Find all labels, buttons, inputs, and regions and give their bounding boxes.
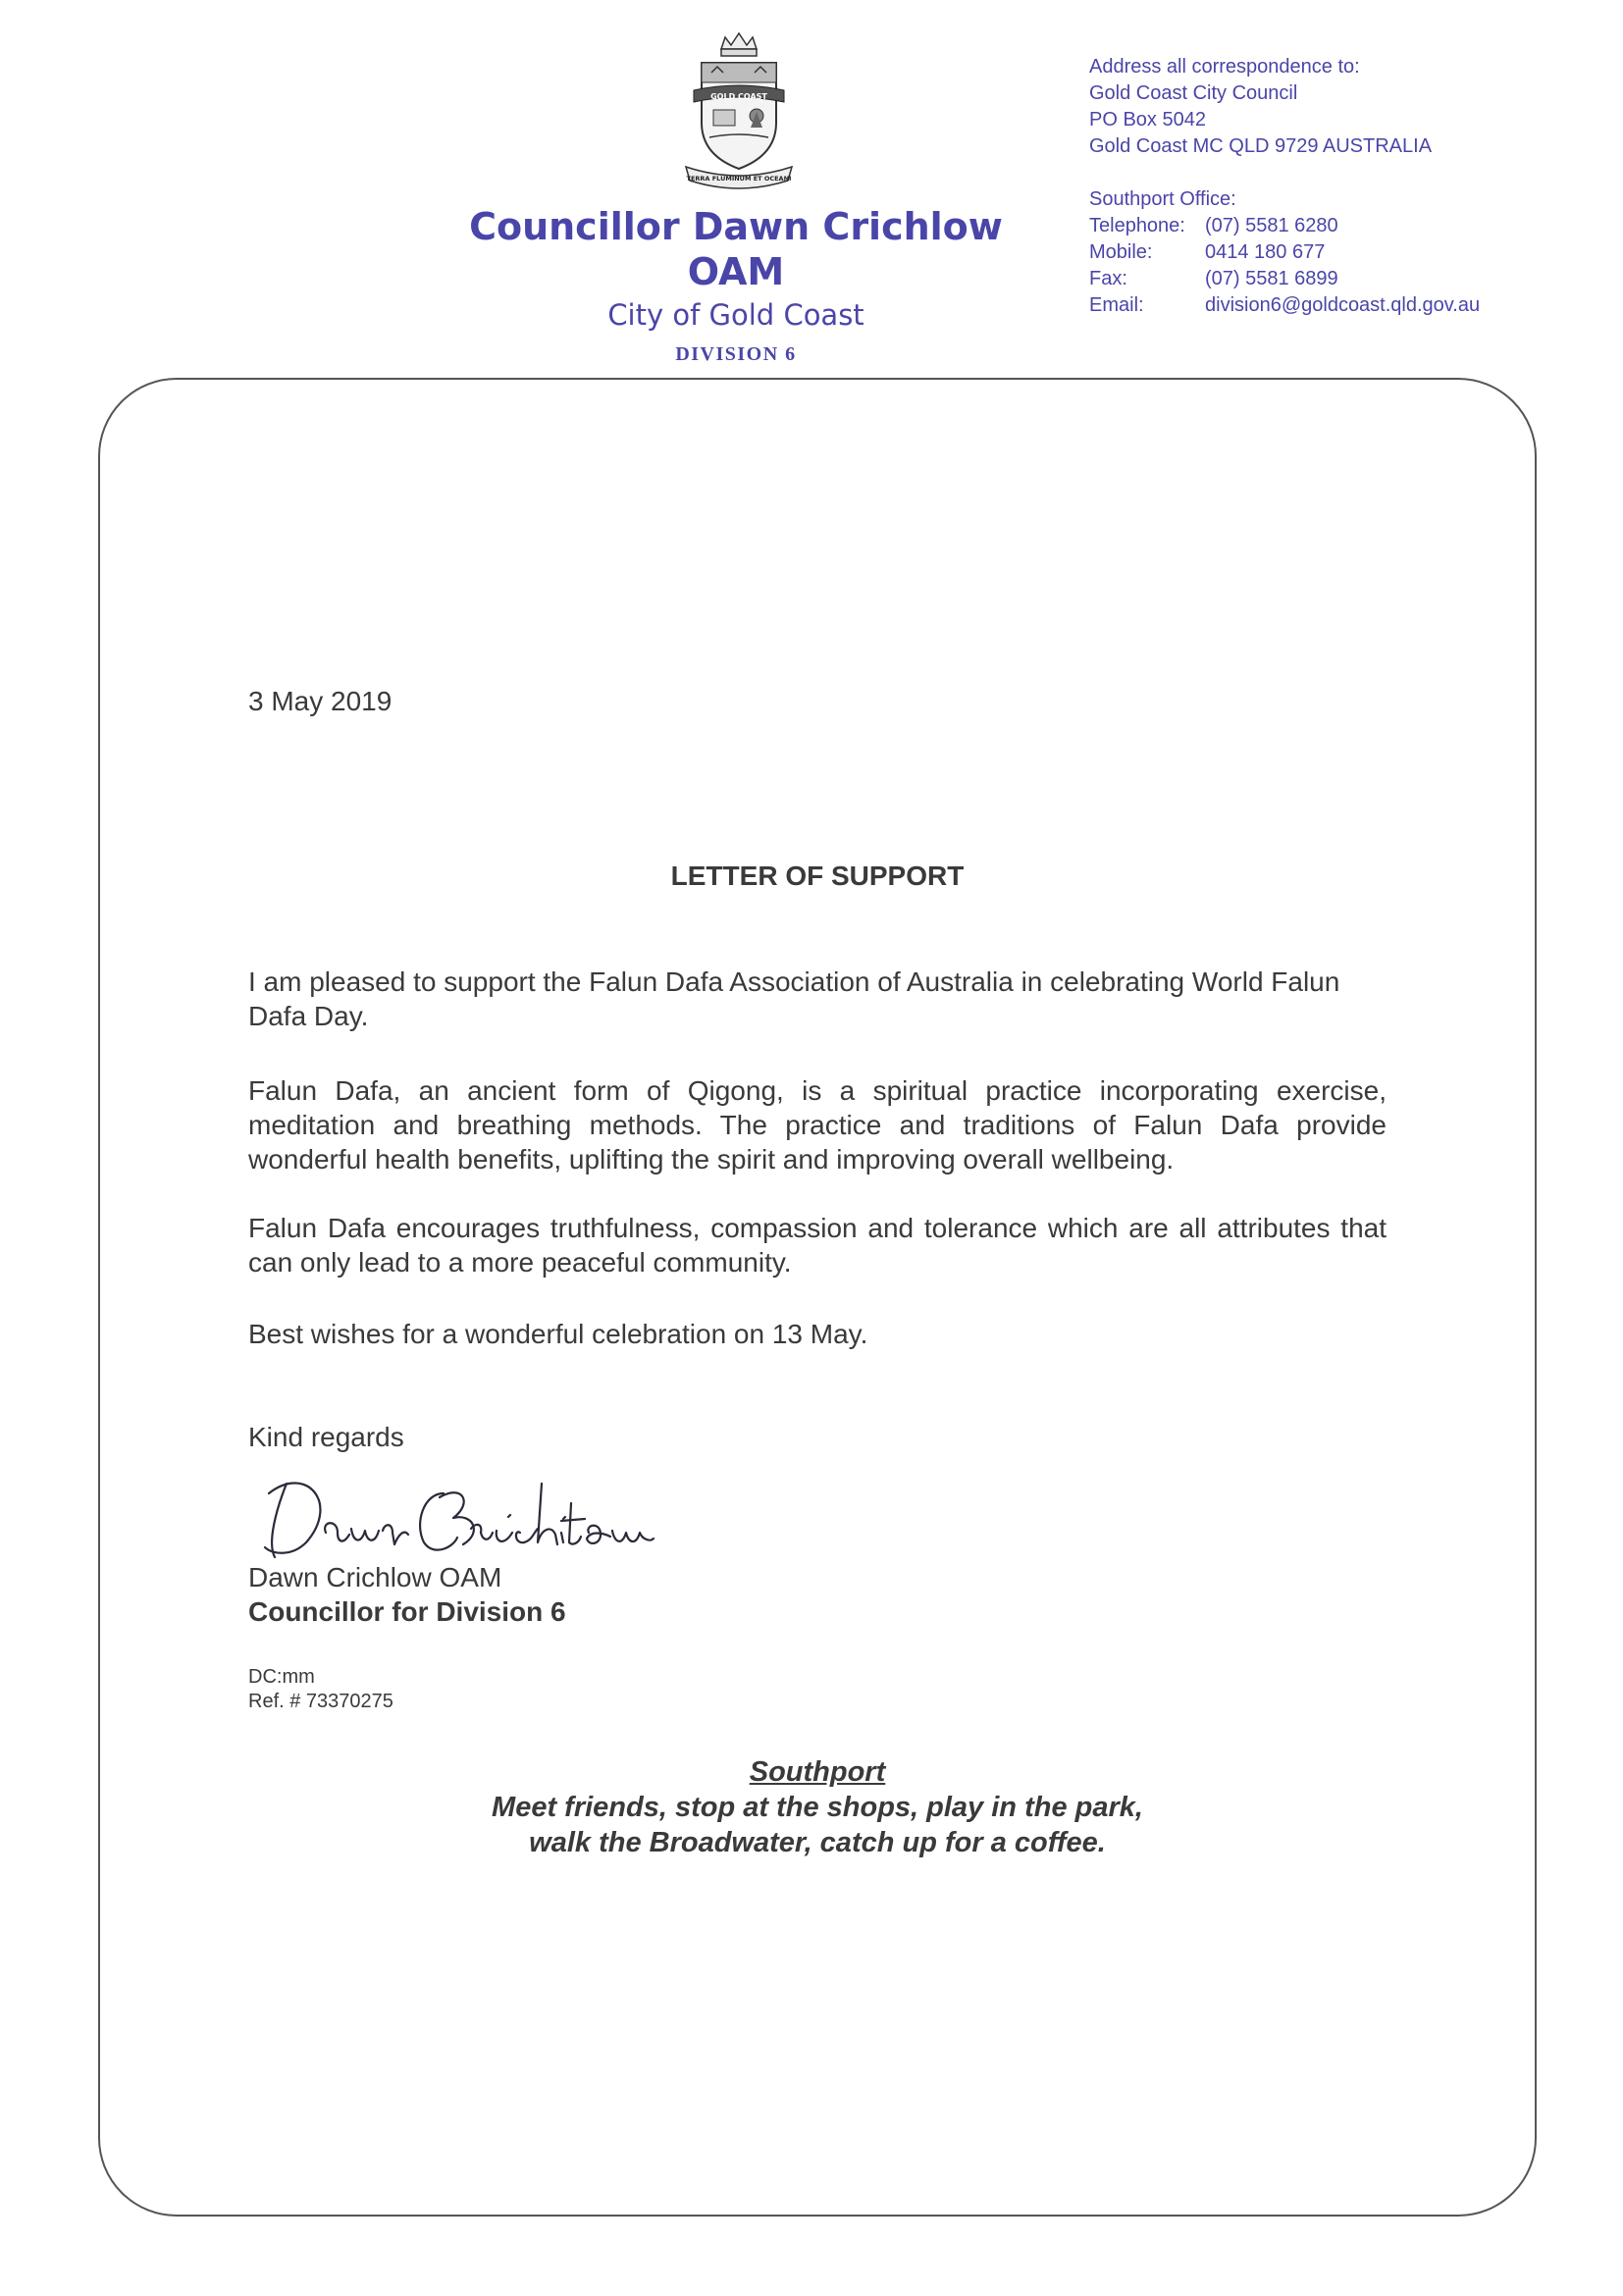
contact-row-email xyxy=(1089,292,1480,319)
paragraph-4: Best wishes for a wonderful celebration on 13 May. xyxy=(248,1319,868,1349)
initials-ref: DC:mm xyxy=(248,1666,315,1688)
contact-row-telephone xyxy=(1089,213,1480,239)
footer-tagline xyxy=(248,1754,1387,1860)
handwritten-signature xyxy=(247,1464,669,1567)
paragraph-1: I am pleased to support the Falun Dafa Association of Australia in celebrating World Falun Dafa Day. xyxy=(248,966,1340,1031)
signer-name: Dawn Crichlow OAM xyxy=(248,1562,502,1592)
reference-number: Ref. # 73370275 xyxy=(248,1691,393,1712)
crest-motto: TERRA FLUMINUM ET OCEANI xyxy=(686,175,792,183)
crest-label: GOLD COAST xyxy=(710,92,767,101)
paragraph-2: Falun Dafa, an ancient form of Qigong, is a spiritual practice incorporating exercise, meditation and breathing methods. The practice and traditions of Falun Dafa provide wonderful health benefits, uplifting the spirit and improving overall wellbeing. xyxy=(248,1075,1387,1174)
councillor-name: Councillor Dawn Crichlow OAM xyxy=(469,205,1003,293)
city-name: City of Gold Coast xyxy=(607,298,864,332)
footer-heading: Southport xyxy=(749,1756,886,1788)
letter-heading: LETTER OF SUPPORT xyxy=(670,861,965,891)
po-box: PO Box 5042 xyxy=(1089,109,1206,130)
contact-label: Fax: xyxy=(1089,268,1127,289)
postal-address: Gold Coast MC QLD 9729 AUSTRALIA xyxy=(1089,135,1433,157)
letterhead-title xyxy=(422,204,1050,369)
contact-row-mobile xyxy=(1089,239,1480,266)
council-crest-logo xyxy=(680,29,798,196)
footer-line-2: walk the Broadwater, catch up for a coffee. xyxy=(529,1827,1106,1858)
council-name: Gold Coast City Council xyxy=(1089,82,1298,104)
letter-frame xyxy=(98,378,1537,2217)
paragraph-3: Falun Dafa encourages truthfulness, compassion and tolerance which are all attributes that can only lead to a more peaceful community. xyxy=(248,1213,1387,1278)
contact-label: Email: xyxy=(1089,294,1144,316)
contact-block xyxy=(1089,54,1480,319)
contact-value: 0414 180 677 xyxy=(1205,241,1326,263)
division-label: DIVISION 6 xyxy=(675,343,797,365)
contact-value: (07) 5581 6280 xyxy=(1205,215,1338,236)
contact-label: Mobile: xyxy=(1089,241,1153,263)
contact-row-fax xyxy=(1089,266,1480,292)
correspondence-label: Address all correspondence to: xyxy=(1089,56,1360,78)
office-label: Southport Office: xyxy=(1089,188,1236,210)
closing-regards: Kind regards xyxy=(248,1422,404,1452)
contact-value: division6@goldcoast.qld.gov.au xyxy=(1205,294,1481,316)
contact-label: Telephone: xyxy=(1089,215,1185,236)
letter-date: 3 May 2019 xyxy=(248,686,393,716)
contact-value: (07) 5581 6899 xyxy=(1205,268,1338,289)
signer-role: Councillor for Division 6 xyxy=(248,1596,566,1627)
footer-line-1: Meet friends, stop at the shops, play in the park, xyxy=(492,1792,1143,1823)
reference-block xyxy=(248,1665,393,1714)
